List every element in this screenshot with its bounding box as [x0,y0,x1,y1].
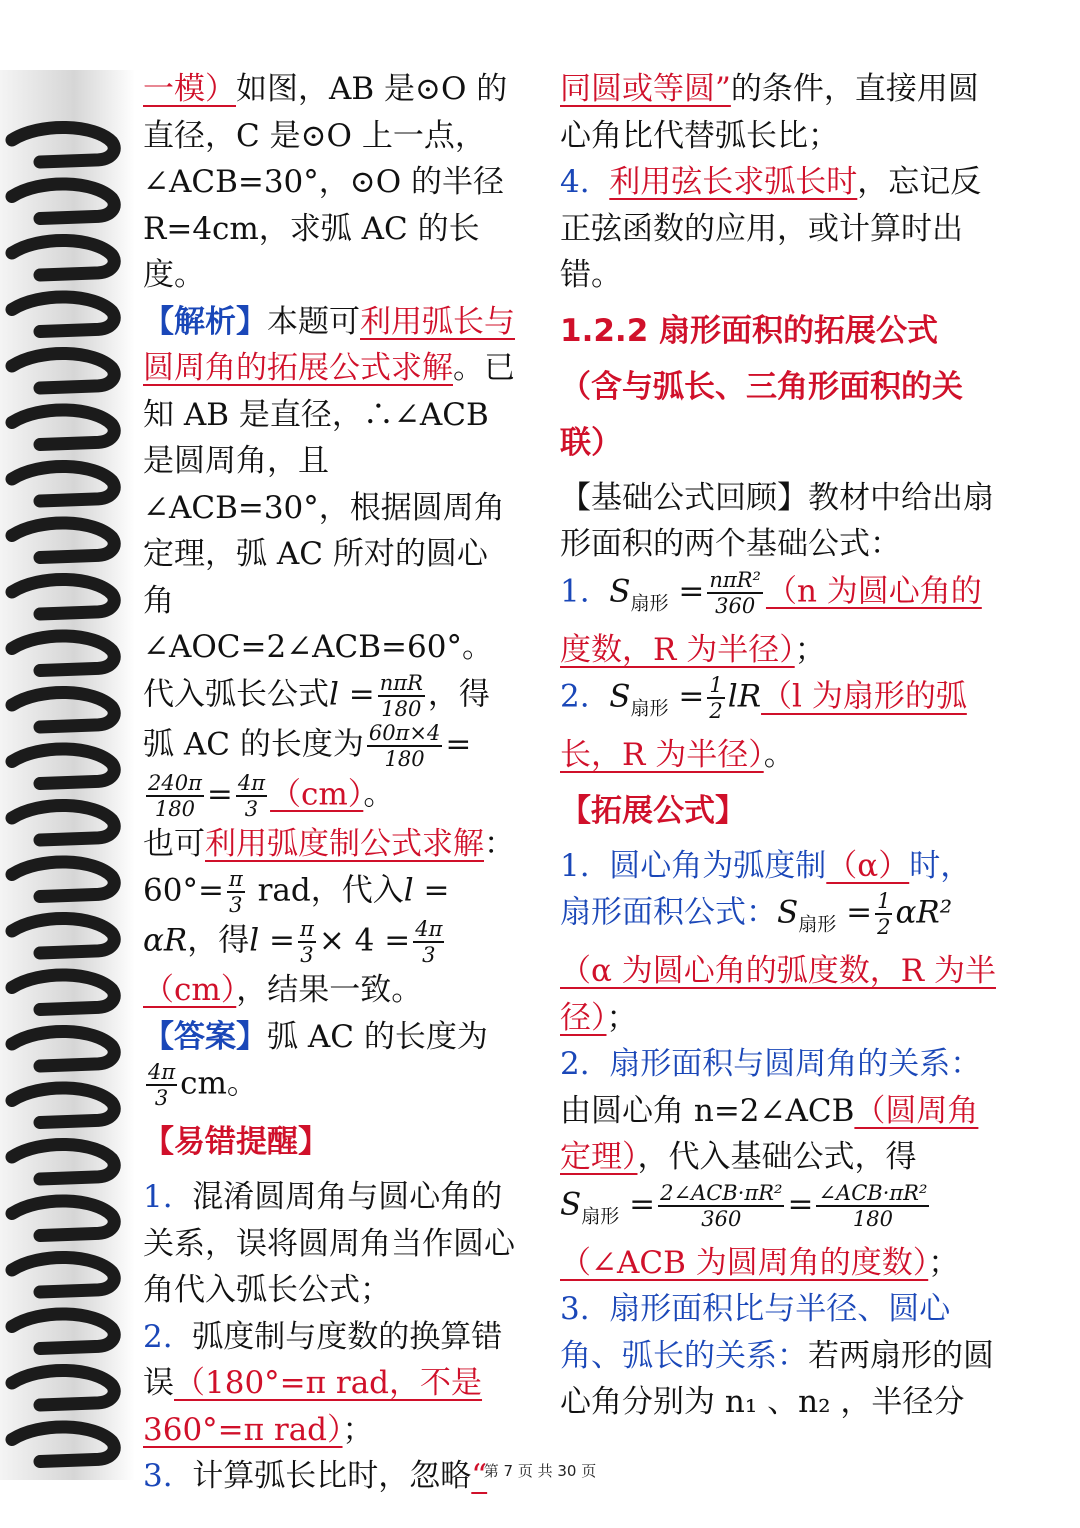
error-item-1: 1. 混淆圆周角与圆心角的关系，误将圆周角当作圆心角代入弧长公式； [143,1179,515,1308]
notebook-spiral-binding [0,70,135,1480]
error-item-2: 2. 弧度制与度数的换算错误（180°=π rad，不是 360°=π rad）； [143,1318,503,1448]
section-heading: 1.2.2 扇形面积的拓展公式（含与弧长、三角形面积的关联） [560,312,963,461]
fraction: $\frac{4\pi}{3}$ [148,1060,176,1110]
fraction: $\frac{\pi}{3}$ [300,917,314,967]
problem-statement: 一模）如图，AB 是⊙O 的直径，C 是⊙O 上一点，∠ACB=30°，⊙O 的半径 R=4cm，求弧 AC 的长度。 [143,71,508,293]
extension-item-3: 3. 扇形面积比与半径、圆心角、弧长的关系：若两扇形的圆心角分别为 n₁ 、n₂ ，半径分 [560,1291,994,1420]
fraction: $\frac{4\pi}{3}$ [415,917,443,967]
right-column [560,66,1000,1426]
solution-paragraph: 【解析】本题可利用弧长与圆周角的拓展公式求解。已知 AB 是直径，∴∠ACB 是圆周角，且∠ACB=30°，根据圆周角定理，弧 AC 所对的圆心角∠AOC=2∠ACB=60°。代入弧长公式l = $\frac{\text{nπR}}{180}$ ，得弧 AC 的长度为 $\frac{60\pi\times 4}{180}$ = $\frac{240\pi}{180}$ = $\frac{4\pi}{3}$ （cm）。 [143,303,515,821]
formula-1: 1. $S_{扇形}$ = $\frac{\text{nπR²}}{360}$ （n 为圆心角的度数，R 为半径）； [560,567,982,668]
fraction: $\frac{60\pi\times 4}{180}$ [368,720,441,771]
left-column [143,66,515,1500]
error-item-3-continued: 同圆或等圆”的条件，直接用圆心角比代替弧长比； [560,71,979,154]
review-paragraph: 【基础公式回顾】教材中给出扇形面积的两个基础公式： [560,479,994,562]
page-footer: 第 7 页 共 30 页 [483,1462,597,1480]
fraction: $\frac{\pi}{3}$ [228,867,243,917]
fraction: $\frac{\text{nπR}}{180}$ [379,670,423,721]
jiexi-tag: 【解析】 [143,303,267,340]
alternate-solution: 也可利用弧度制公式求解：60°= $\frac{\pi}{3}$ rad，代入l = αR，得l = $\frac{\pi}{3}$ × 4 = $\frac{4\pi}{3}$ （cm），结果一致。 [143,825,515,1008]
fraction: $\frac{240\pi}{180}$ [148,770,202,821]
answer-tag: 【答案】 [143,1018,267,1055]
extension-heading: 【拓展公式】 [560,792,746,829]
extension-item-2: 2. 扇形面积与圆周角的关系： 由圆心角 n=2∠ACB（圆周角定理），代入基础公式，得 $S_{扇形}$ = $\frac{\text{2∠ACB·πR²}}{360}$ = $\frac{\text{∠ACB·πR²}}{180}$ （∠ACB 为圆周角的度数）； [560,1046,982,1281]
fraction: $\frac{4\pi}{3}$ [237,770,266,821]
extension-item-1: 1. 圆心角为弧度制（α）时，扇形面积公式：$S_{扇形}$ = $\frac{1}{2}$ αR²（α 为圆心角的弧度数，R 为半径）； [560,847,996,1036]
formula-2: 2. $S_{扇形}$ = $\frac{1}{2}$ lR（l 为扇形的弧长，R 为半径）。 [560,673,967,773]
error-heading: 【易错提醒】 [143,1124,329,1160]
error-item-3: 3. 计算弧长比时，忽略“ [143,1458,488,1494]
error-item-4: 4. 利用弦长求弧长时，忘记反正弦函数的应用，或计算时出错。 [560,164,982,293]
answer-paragraph: 【答案】弧 AC 的长度为 $\frac{4\pi}{3}$ cm。 [143,1018,488,1110]
